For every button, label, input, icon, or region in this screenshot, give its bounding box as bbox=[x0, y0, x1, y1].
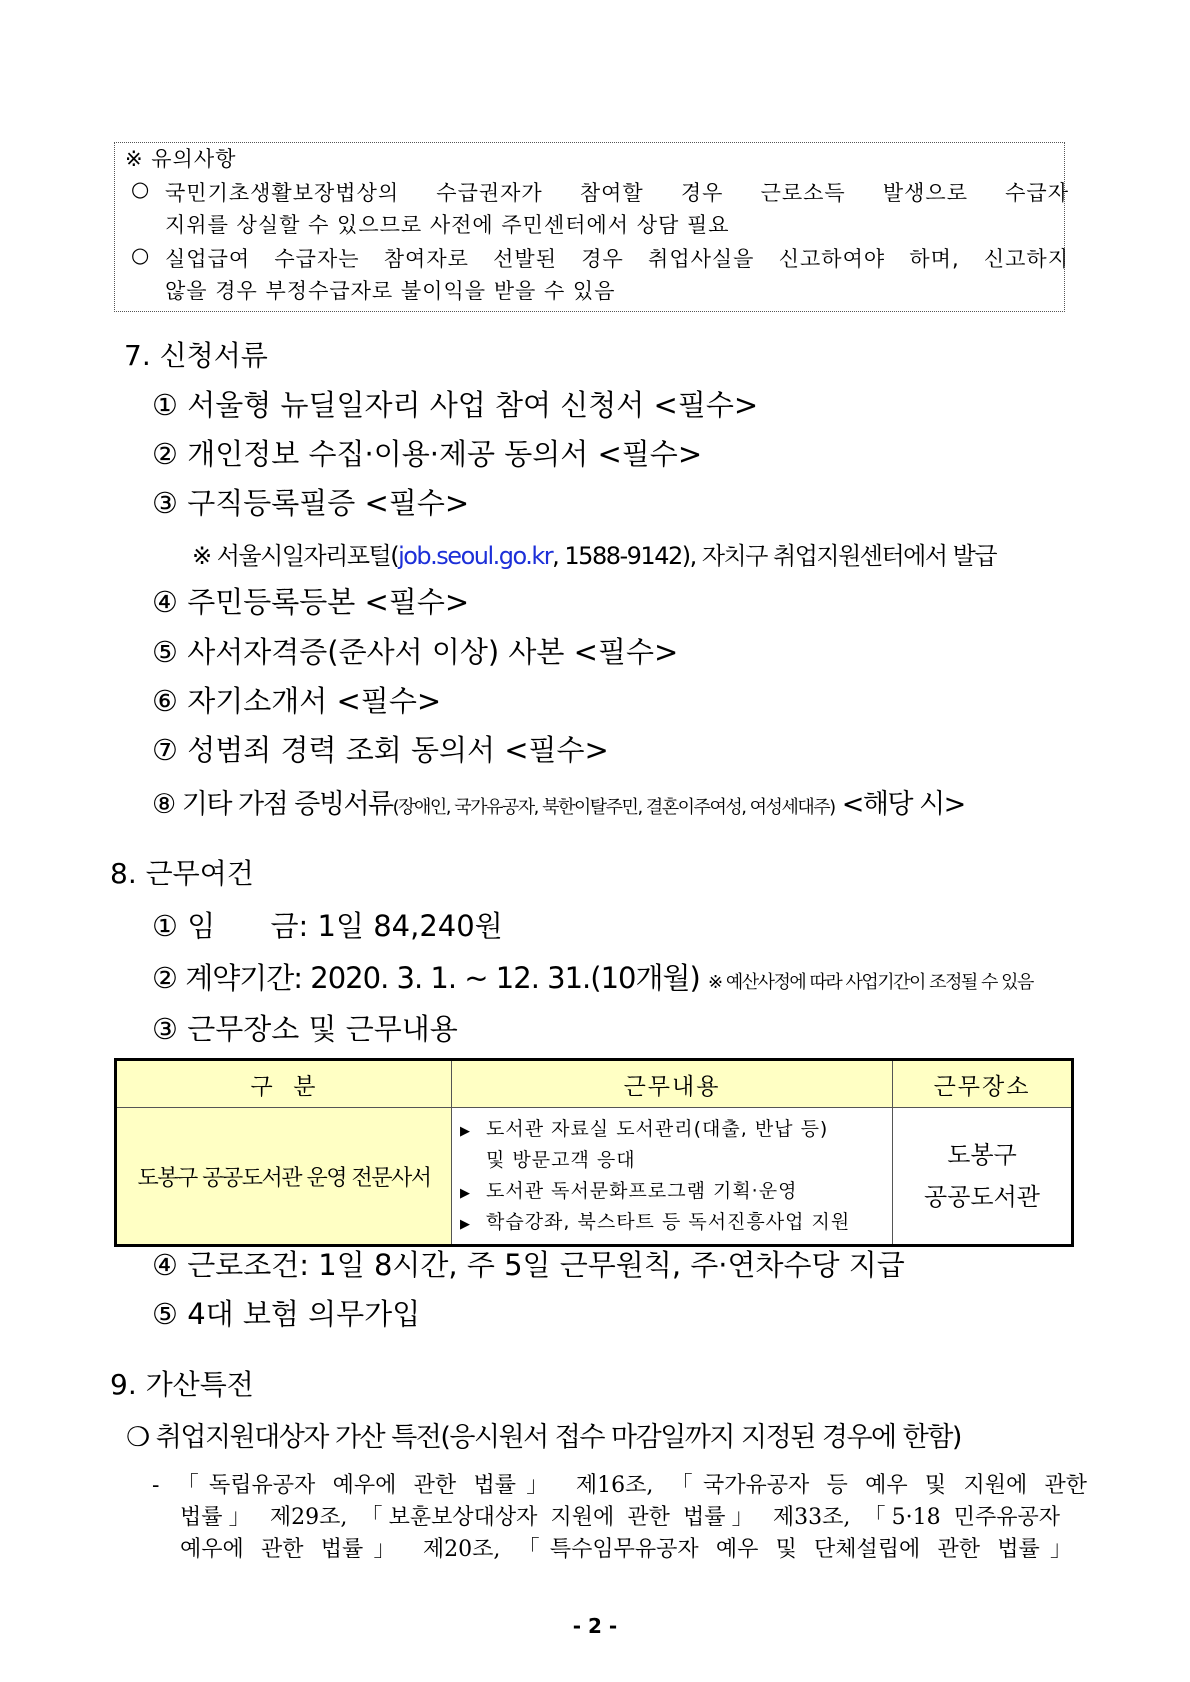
notice-bullet-2: ○ bbox=[131, 243, 151, 267]
header-duties: 근무내용 bbox=[452, 1060, 893, 1108]
arrow-icon: ▶ bbox=[460, 1124, 471, 1139]
page-number: - 2 - bbox=[572, 1614, 618, 1638]
work-table bbox=[114, 1058, 1074, 1247]
doc-item-4: ④ 주민등록등본 <필수> bbox=[152, 585, 470, 619]
doc-item-2: ② 개인정보 수집·이용·제공 동의서 <필수> bbox=[152, 437, 703, 471]
work-place-heading: ③ 근무장소 및 근무내용 bbox=[152, 1012, 458, 1046]
wage-line: ① 임 금: 1일 84,240원 bbox=[152, 909, 503, 943]
law-line-1: - 「독립유공자 예우에 관한 법률」 제16조, 「국가유공자 등 예우 및 지원에 관한 bbox=[152, 1473, 1087, 1498]
doc-item-8: ⑧ 기타 가점 증빙서류(장애인, 국가유공자, 북한이탈주민, 결혼이주여성, 여성세대주) <해당 시> bbox=[152, 789, 965, 820]
job-portal-link[interactable]: job.seoul.go.kr bbox=[398, 542, 553, 570]
arrow-icon: ▶ bbox=[460, 1217, 471, 1232]
law-line-2: 법률」 제29조, 「보훈보상대상자 지원에 관한 법률」 제33조, 「5·18 민주유공자 bbox=[180, 1505, 1060, 1530]
doc-item-1: ① 서울형 뉴딜일자리 사업 참여 신청서 <필수> bbox=[152, 388, 759, 422]
place-line-1: 도봉구 bbox=[947, 1141, 1017, 1169]
duty-item-2: ▶ 도서관 독서문화프로그램 기획·운영 bbox=[460, 1176, 884, 1207]
insurance-line: ⑤ 4대 보험 의무가입 bbox=[152, 1297, 421, 1331]
header-category: 구 분 bbox=[116, 1060, 452, 1108]
duty-item-1: ▶ 도서관 자료실 도서관리(대출, 반납 등) bbox=[460, 1114, 884, 1145]
doc-item-3: ③ 구직등록필증 <필수> bbox=[152, 486, 470, 520]
doc-item-7: ⑦ 성범죄 경력 조회 동의서 <필수> bbox=[152, 733, 609, 767]
place-cell bbox=[893, 1108, 1073, 1246]
bonus-bullet: ❍ 취업지원대상자 가산 특전(응시원서 접수 마감일까지 지정된 경우에 한함) bbox=[126, 1422, 961, 1453]
notice-item-2-line-2: 않을 경우 부정수급자로 불이익을 받을 수 있음 bbox=[165, 279, 616, 303]
work-conditions: ④ 근로조건: 1일 8시간, 주 5일 근무원칙, 주·연차수당 지급 bbox=[152, 1248, 905, 1282]
notice-box bbox=[114, 142, 1069, 312]
notice-item-1-line-1: 국민기초생활보장법상의 수급권자가 참여할 경우 근로소득 발생으로 수급자 bbox=[165, 181, 1069, 205]
notice-bullet-1: ○ bbox=[131, 177, 151, 201]
notice-item-1-line-2: 지위를 상실할 수 있으므로 사전에 주민센터에서 상담 필요 bbox=[165, 213, 730, 237]
duty-item-3: ▶ 학습강좌, 북스타트 등 독서진흥사업 지원 bbox=[460, 1207, 884, 1238]
section-9-heading: 9. 가산특전 bbox=[110, 1368, 254, 1401]
arrow-icon: ▶ bbox=[460, 1186, 471, 1201]
law-line-3: 예우에 관한 법률」 제20조, 「특수임무유공자 예우 및 단체설립에 관한 법률」 bbox=[180, 1537, 1072, 1562]
contract-period: ② 계약기간: 2020. 3. 1. ~ 12. 31.(10개월) ※ 예산사정에 따라 사업기간이 조정될 수 있음 bbox=[152, 961, 1033, 995]
duties-cell bbox=[452, 1108, 893, 1246]
section-8-heading: 8. 근무여건 bbox=[110, 857, 254, 890]
place-line-2: 공공도서관 bbox=[924, 1183, 1040, 1211]
category-cell: 도봉구 공공도서관 운영 전문사서 bbox=[116, 1108, 452, 1246]
duty-item-1-cont: 및 방문고객 응대 bbox=[486, 1149, 636, 1171]
doc-item-6: ⑥ 자기소개서 <필수> bbox=[152, 684, 442, 718]
doc-item-5: ⑤ 사서자격증(준사서 이상) 사본 <필수> bbox=[152, 635, 679, 669]
job-portal-note: ※ 서울시일자리포털(job.seoul.go.kr, 1588-9142), 자치구 취업지원센터에서 발급 bbox=[192, 542, 997, 570]
section-7-heading: 7. 신청서류 bbox=[124, 339, 268, 372]
header-place: 근무장소 bbox=[893, 1060, 1073, 1108]
notice-item-2-line-1: 실업급여 수급자는 참여자로 선발된 경우 취업사실을 신고하여야 하며, 신고하지 bbox=[165, 247, 1069, 271]
notice-title: ※ 유의사항 bbox=[125, 147, 237, 171]
